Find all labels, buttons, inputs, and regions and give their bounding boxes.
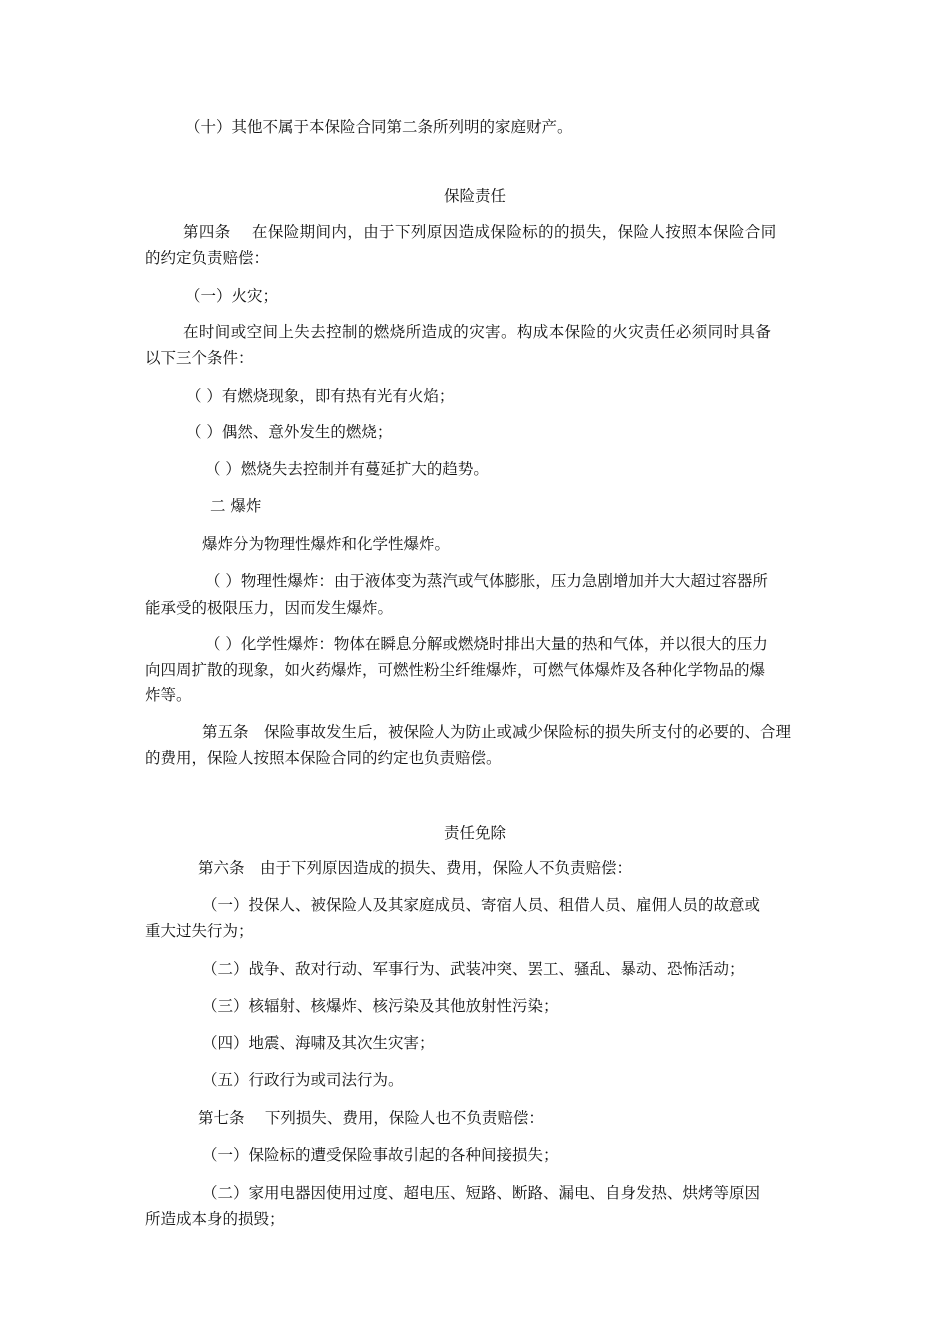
article-4-line-2: 的约定负责赔偿： bbox=[145, 249, 270, 267]
exclusion-4: （四）地震、海啸及其次生灾害； bbox=[202, 1034, 435, 1052]
exclusion-5: （五）行政行为或司法行为。 bbox=[202, 1071, 404, 1089]
item-fire: （一）火灾； bbox=[185, 287, 279, 305]
article-5-line-2: 的费用，保险人按照本保险合同的约定也负责赔偿。 bbox=[145, 749, 502, 767]
exclusion-1-line-1: （一）投保人、被保险人及其家庭成员、寄宿人员、租借人员、雇佣人员的故意或 bbox=[202, 896, 761, 914]
section-heading-liability: 保险责任 bbox=[444, 187, 507, 205]
exclusion-3: （三）核辐射、核爆炸、核污染及其他放射性污染； bbox=[202, 997, 559, 1015]
article-6: 第六条 由于下列原因造成的损失、费用，保险人不负责赔偿： bbox=[198, 859, 633, 877]
article-5-line-1: 第五条 保险事故发生后，被保险人为防止或减少保险标的损失所支付的必要的、合理 bbox=[202, 723, 792, 741]
chemical-explosion-line-2: 向四周扩散的现象，如火药爆炸，可燃性粉尘纤维爆炸，可燃气体爆炸及各种化学物品的爆 bbox=[145, 661, 766, 679]
article-4-line-1: 第四条 在保险期间内，由于下列原因造成保险标的的损失，保险人按照本保险合同 bbox=[183, 223, 777, 241]
item-explosion: 二 爆炸 bbox=[210, 497, 262, 515]
chemical-explosion-line-3: 炸等。 bbox=[145, 686, 192, 704]
chemical-explosion-line-1: （ ）化学性爆炸：物体在瞬息分解或燃烧时排出大量的热和气体，并以很大的压力 bbox=[205, 635, 768, 653]
clause-item-10: （十）其他不属于本保险合同第二条所列明的家庭财产。 bbox=[185, 118, 573, 136]
explosion-intro: 爆炸分为物理性爆炸和化学性爆炸。 bbox=[202, 535, 451, 553]
physical-explosion-line-2: 能承受的极限压力，因而发生爆炸。 bbox=[145, 599, 394, 617]
exclusion-1-line-2: 重大过失行为； bbox=[145, 922, 254, 940]
article-7-item-2-line-1: （二）家用电器因使用过度、超电压、短路、断路、漏电、自身发热、烘烤等原因 bbox=[202, 1184, 761, 1202]
fire-definition-line-1: 在时间或空间上失去控制的燃烧所造成的灾害。构成本保险的火灾责任必须同时具备 bbox=[183, 323, 772, 341]
exclusion-2: （二）战争、敌对行动、军事行为、武装冲突、罢工、骚乱、暴动、恐怖活动； bbox=[202, 960, 745, 978]
article-7: 第七条 下列损失、费用，保险人也不负责赔偿： bbox=[198, 1109, 544, 1127]
fire-definition-line-2: 以下三个条件： bbox=[145, 349, 254, 367]
section-heading-exclusions: 责任免除 bbox=[444, 824, 507, 842]
fire-condition-1: （ ）有燃烧现象，即有热有光有火焰； bbox=[186, 387, 455, 405]
article-7-item-1: （一）保险标的遭受保险事故引起的各种间接损失； bbox=[202, 1146, 559, 1164]
fire-condition-2: （ ）偶然、意外发生的燃烧； bbox=[186, 423, 393, 441]
physical-explosion-line-1: （ ）物理性爆炸：由于液体变为蒸汽或气体膨胀，压力急剧增加并大大超过容器所 bbox=[205, 572, 768, 590]
fire-condition-3: （ ）燃烧失去控制并有蔓延扩大的趋势。 bbox=[205, 460, 489, 478]
article-7-item-2-line-2: 所造成本身的损毁； bbox=[145, 1210, 285, 1228]
